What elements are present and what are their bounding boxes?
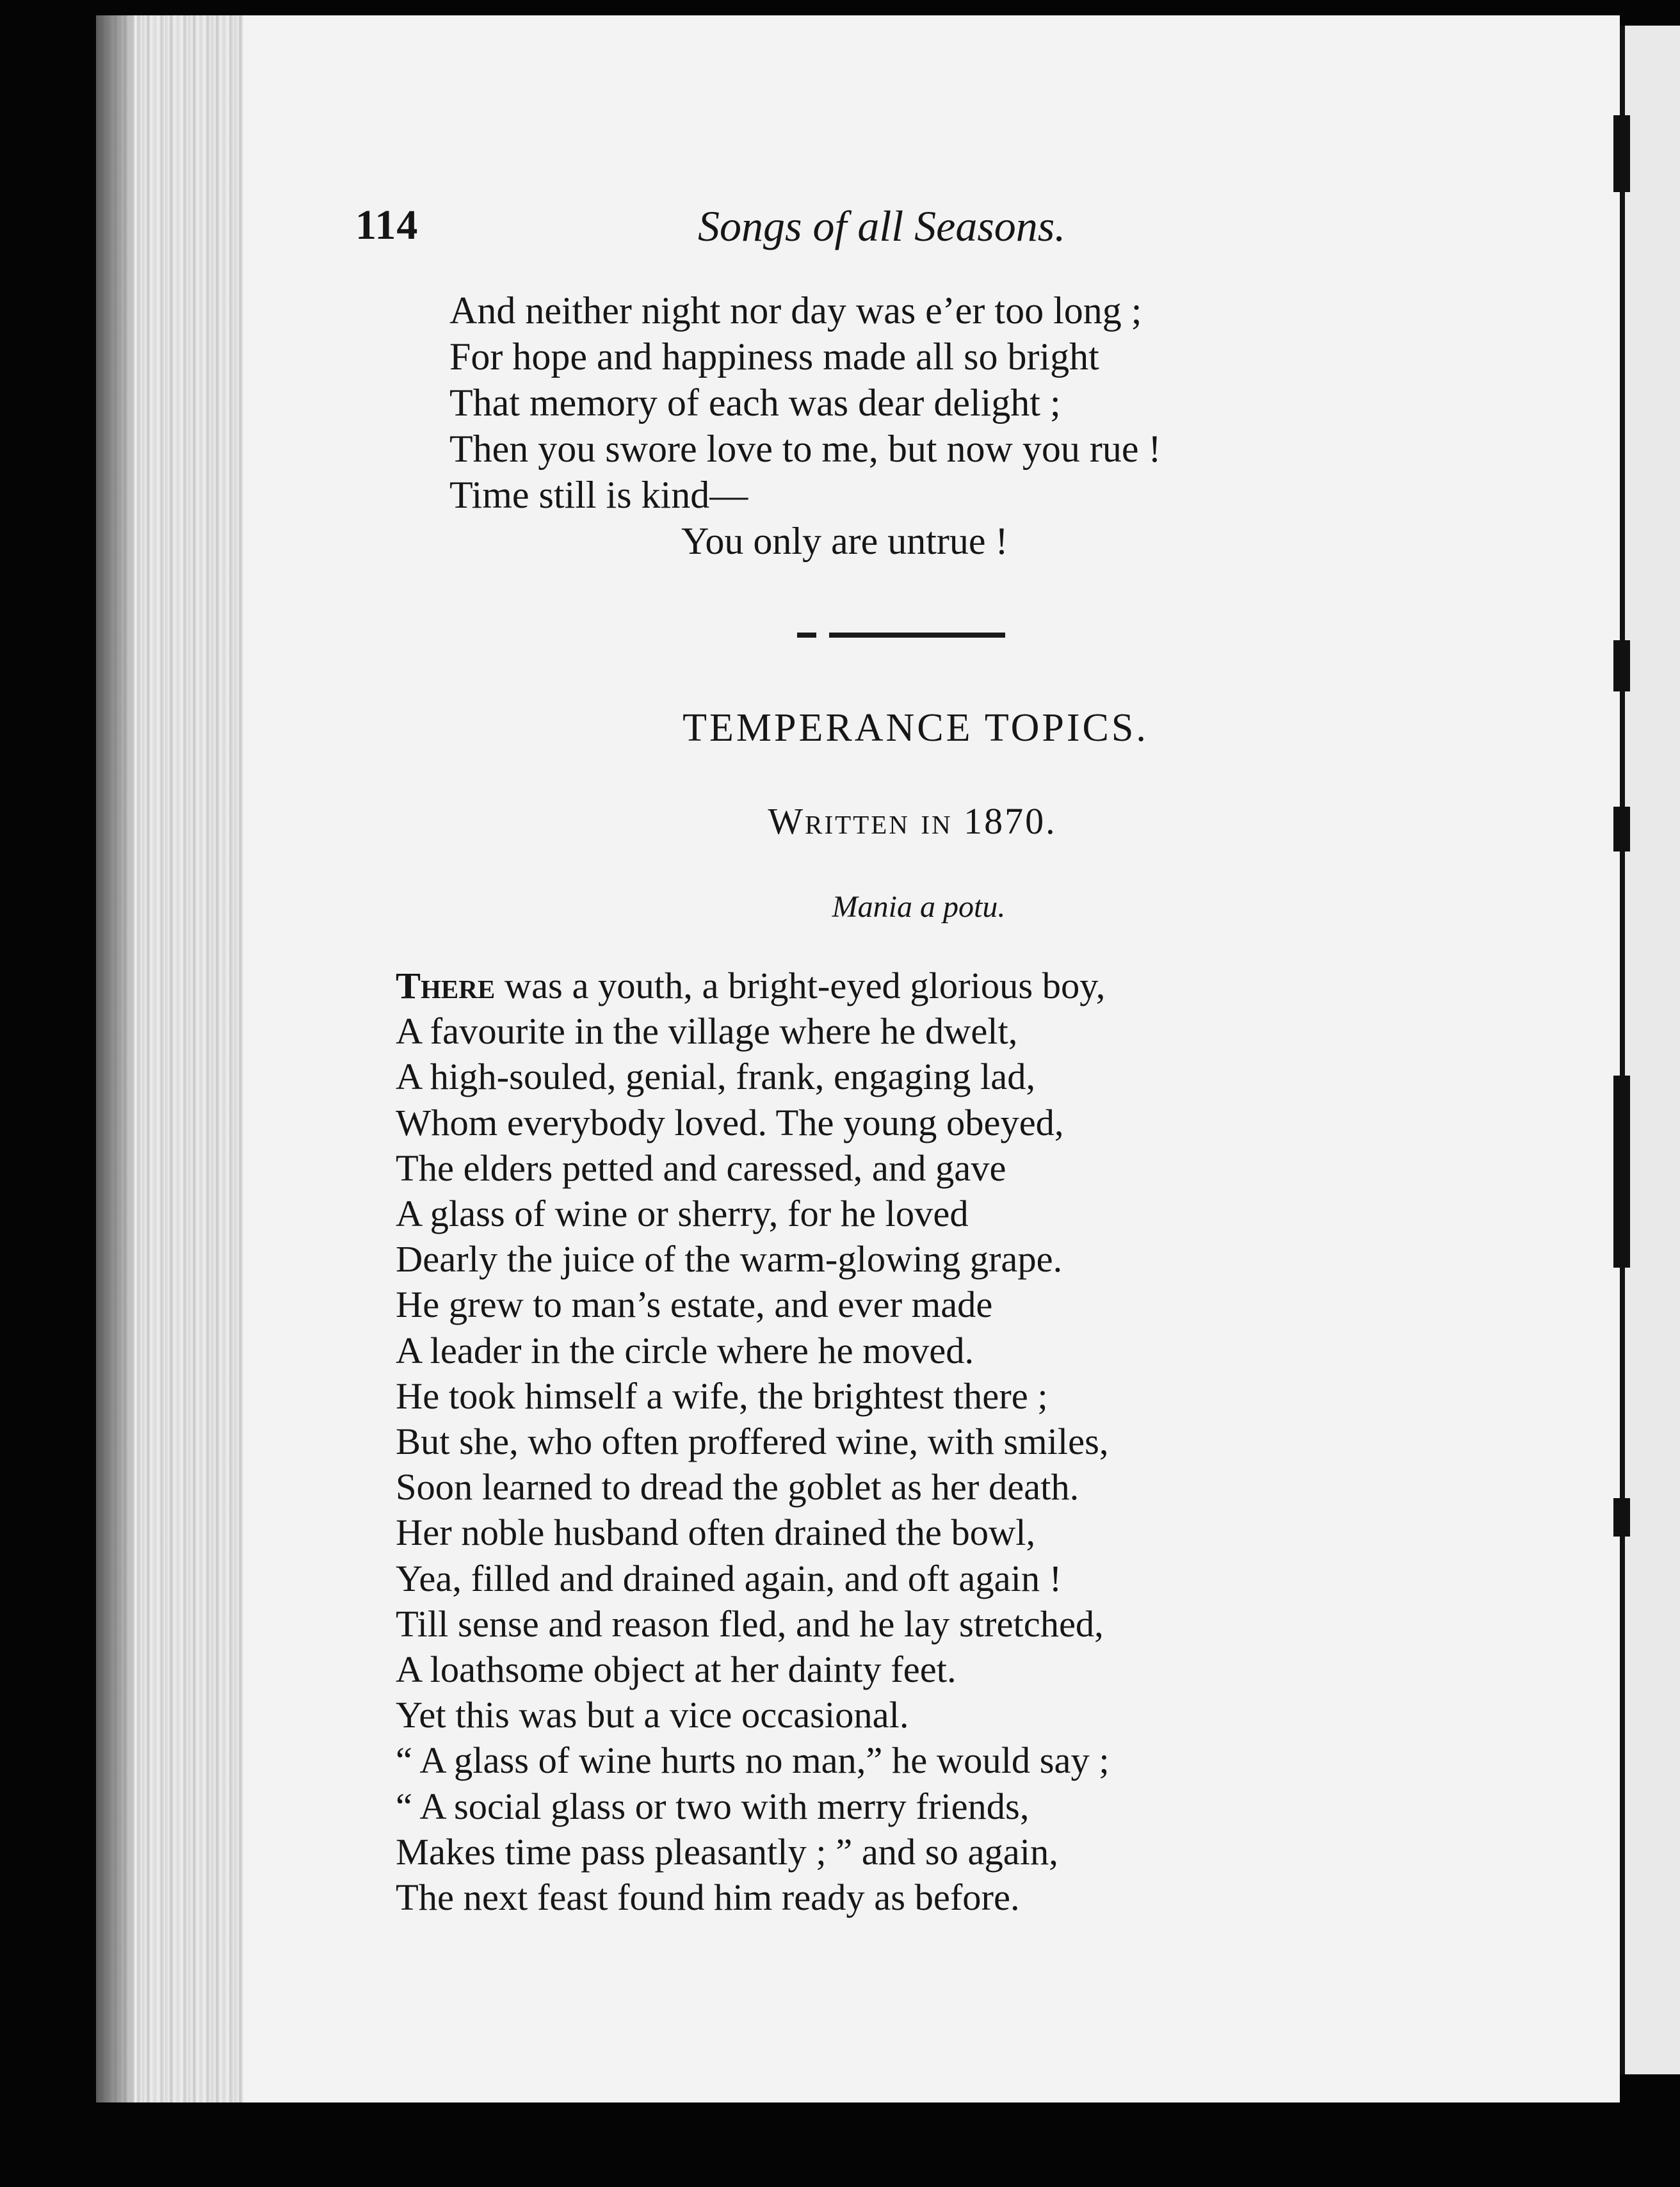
poem-line: Yet this was but a vice occasional. (396, 1694, 909, 1736)
poem-line: He took himself a wife, the brightest there ; (396, 1375, 1048, 1417)
section-divider (829, 633, 1005, 638)
poem-line: Whom everybody loved. The young obeyed, (396, 1101, 1064, 1143)
poem-line: A glass of wine or sherry, for he loved (396, 1193, 969, 1235)
stanza-line: Time still is kind— (449, 474, 748, 516)
facing-page-edge (1620, 26, 1680, 2074)
poem-line: “ A glass of wine hurts no man,” he would say ; (396, 1739, 1110, 1782)
stanza-line: Then you swore love to me, but now you rue ! (449, 428, 1161, 470)
preceding-stanza (449, 287, 1161, 564)
poem-line: The next feast found him ready as before. (396, 1876, 1020, 1919)
poem-line: The elders petted and caressed, and gave (396, 1147, 1006, 1189)
poem-line: Soon learned to dread the goblet as her death. (396, 1466, 1079, 1508)
section-title: TEMPERANCE TOPICS. (682, 706, 1149, 750)
edge-mark (1613, 115, 1630, 192)
poem-line: A favourite in the village where he dwelt, (396, 1010, 1018, 1053)
running-title: Songs of all Seasons. (698, 202, 1066, 250)
page-header (96, 201, 1620, 252)
poem-line (396, 963, 1110, 1008)
drop-word: There (396, 965, 496, 1006)
poem-line: A loathsome object at her dainty feet. (396, 1649, 957, 1691)
poem-body (396, 963, 1110, 1920)
poem-line: Dearly the juice of the warm-glowing grape. (396, 1238, 1063, 1280)
poem-line-text: was a youth, a bright-eyed glorious boy, (495, 965, 1106, 1006)
edge-mark (1613, 807, 1630, 851)
stanza-line: That memory of each was dear delight ; (449, 382, 1061, 424)
edge-mark (1613, 1498, 1630, 1537)
book-page (96, 15, 1620, 2102)
edge-mark (1613, 640, 1630, 691)
edge-mark (1613, 1076, 1630, 1268)
poem-line: A leader in the circle where he moved. (396, 1329, 974, 1371)
poem-line: Her noble husband often drained the bowl, (396, 1512, 1036, 1554)
poem-line: “ A social glass or two with merry friends, (396, 1785, 1030, 1827)
stanza-line: You only are untrue ! (681, 520, 1008, 562)
stanza-line: And neither night nor day was e’er too long ; (449, 289, 1142, 332)
stanza-line: For hope and happiness made all so bright (449, 335, 1099, 378)
poem-line: A high-souled, genial, frank, engaging lad, (396, 1056, 1036, 1098)
poem-line: He grew to man’s estate, and ever made (396, 1284, 993, 1326)
section-subtitle: Written in 1870. (768, 800, 1057, 842)
poem-line: Yea, filled and drained again, and oft again ! (396, 1557, 1062, 1599)
binding-shadow (96, 15, 134, 2102)
poem-line: But she, who often proffered wine, with smiles, (396, 1421, 1109, 1463)
scan-border (96, 2102, 1620, 2187)
poem-line: Makes time pass pleasantly ; ” and so again, (396, 1830, 1058, 1873)
epigraph: Mania a potu. (832, 890, 1006, 924)
page-number: 114 (355, 202, 419, 248)
poem-line: Till sense and reason fled, and he lay stretched, (396, 1602, 1104, 1645)
